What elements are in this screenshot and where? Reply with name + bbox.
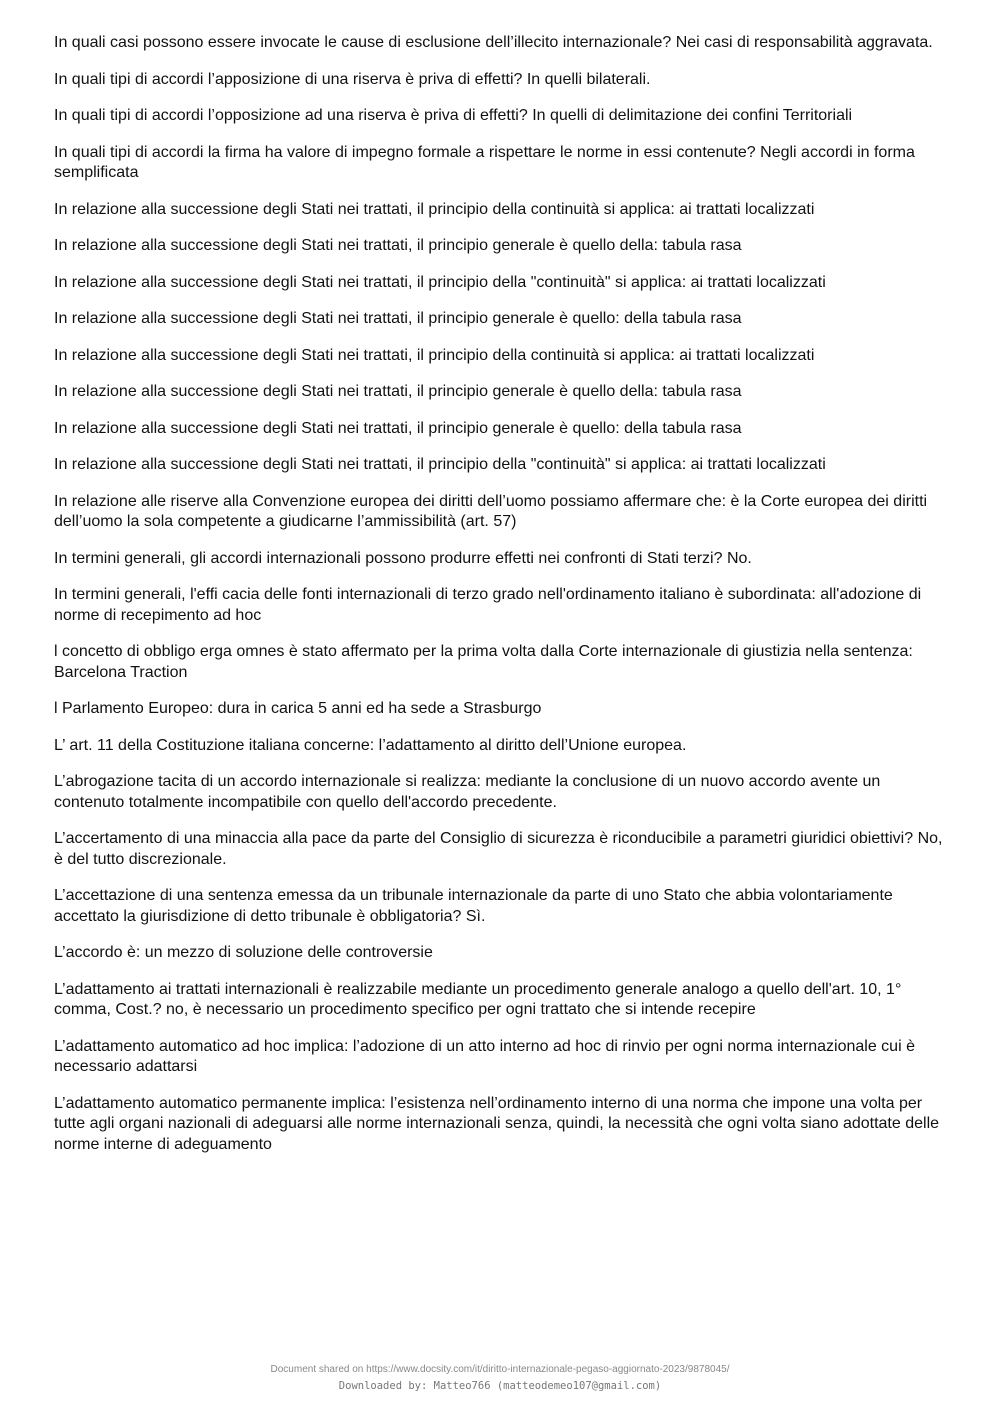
qa-item: In termini generali, gli accordi internazionali possono produrre effetti nei confronti di Stati terzi? No. bbox=[54, 549, 752, 567]
qa-item: L’ art. 11 della Costituzione italiana concerne: l’adattamento al diritto dell’Unione europea. bbox=[54, 736, 687, 754]
qa-item: L’adattamento automatico permanente implica: l’esistenza nell’ordinamento interno di una norma che impone una volta per tutte agli organi nazionali di adeguarsi alle norme internazionali senza, quindi, la necessità che ogni volta siano adottate delle norme interne di adeguamento bbox=[54, 1094, 940, 1153]
qa-item: In relazione alla successione degli Stati nei trattati, il principio della "continuità" si applica: ai trattati localizzati bbox=[54, 456, 826, 473]
qa-item: In relazione alle riserve alla Convenzione europea dei diritti dell’uomo possiamo affermare che: è la Corte europea dei diritti dell’uomo la sola competente a giudicarne l’ammissibilità (art. 57) bbox=[54, 492, 928, 530]
qa-item: L’adattamento ai trattati internazionali è realizzabile mediante un procedimento generale analogo a quello dell'art. 10, 1° comma, Cost.? no, è necessario un procedimento specifico per ogni trattato che si intende recepire bbox=[54, 980, 902, 1018]
qa-item: In quali tipi di accordi la firma ha valore di impegno formale a rispettare le norme in essi contenute? Negli accordi in forma semplificata bbox=[54, 143, 915, 181]
qa-item: In quali casi possono essere invocate le cause di esclusione dell’illecito internazionale? Nei casi di responsabilità aggravata. bbox=[54, 34, 933, 51]
qa-item: l Parlamento Europeo: dura in carica 5 anni ed ha sede a Strasburgo bbox=[54, 700, 542, 717]
footer-shared-notice: Document shared on https://www.docsity.com/it/diritto-internazionale-pegaso-aggiornato-2023/9878045/ bbox=[270, 1364, 730, 1375]
qa-item: In relazione alla successione degli Stati nei trattati, il principio generale è quello della: tabula rasa bbox=[54, 383, 742, 400]
qa-item: L’adattamento automatico ad hoc implica: l’adozione di un atto interno ad hoc di rinvio per ogni norma internazionale cui è necessario adattarsi bbox=[54, 1037, 915, 1075]
qa-item: l concetto di obbligo erga omnes è stato affermato per la prima volta dalla Corte internazionale di giustizia nella sentenza: Barcelona Traction bbox=[54, 643, 913, 681]
qa-item: In quali tipi di accordi l’opposizione ad una riserva è priva di effetti? In quelli di delimitazione dei confini Territoriali bbox=[54, 107, 853, 124]
qa-item: In quali tipi di accordi l’apposizione di una riserva è priva di effetti? In quelli bilaterali. bbox=[54, 70, 651, 88]
document-body bbox=[54, 33, 944, 1171]
qa-item: In termini generali, l'effi cacia delle fonti internazionali di terzo grado nell'ordinamento italiano è subordinata: all'adozione di norme di recepimento ad hoc bbox=[54, 586, 922, 624]
qa-item: In relazione alla successione degli Stati nei trattati, il principio generale è quello: della tabula rasa bbox=[54, 419, 742, 437]
qa-item: L’accertamento di una minaccia alla pace da parte del Consiglio di sicurezza è riconducibile a parametri giuridici obiettivi? No, è del tutto discrezionale. bbox=[54, 830, 943, 868]
footer-downloaded-by: Downloaded by: Matteo766 (matteodemeo107@gmail.com) bbox=[338, 1380, 662, 1392]
qa-item: L’accettazione di una sentenza emessa da un tribunale internazionale da parte di uno Stato che abbia volontariamente accettato la giurisdizione di detto tribunale è obbligatoria? Sì. bbox=[54, 887, 893, 925]
qa-item: In relazione alla successione degli Stati nei trattati, il principio generale è quello della: tabula rasa bbox=[54, 237, 742, 254]
qa-item: L’accordo è: un mezzo di soluzione delle controversie bbox=[54, 944, 433, 961]
qa-item: In relazione alla successione degli Stati nei trattati, il principio generale è quello: della tabula rasa bbox=[54, 310, 742, 327]
qa-item: L’abrogazione tacita di un accordo internazionale si realizza: mediante la conclusione di un nuovo accordo avente un contenuto totalmente incompatibile con quello dell'accordo precedente. bbox=[54, 773, 881, 811]
qa-item: In relazione alla successione degli Stati nei trattati, il principio della continuità si applica: ai trattati localizzati bbox=[54, 200, 815, 218]
qa-item: In relazione alla successione degli Stati nei trattati, il principio della continuità si applica: ai trattati localizzati bbox=[54, 346, 815, 364]
qa-item: In relazione alla successione degli Stati nei trattati, il principio della "continuità" si applica: ai trattati localizzati bbox=[54, 273, 826, 291]
